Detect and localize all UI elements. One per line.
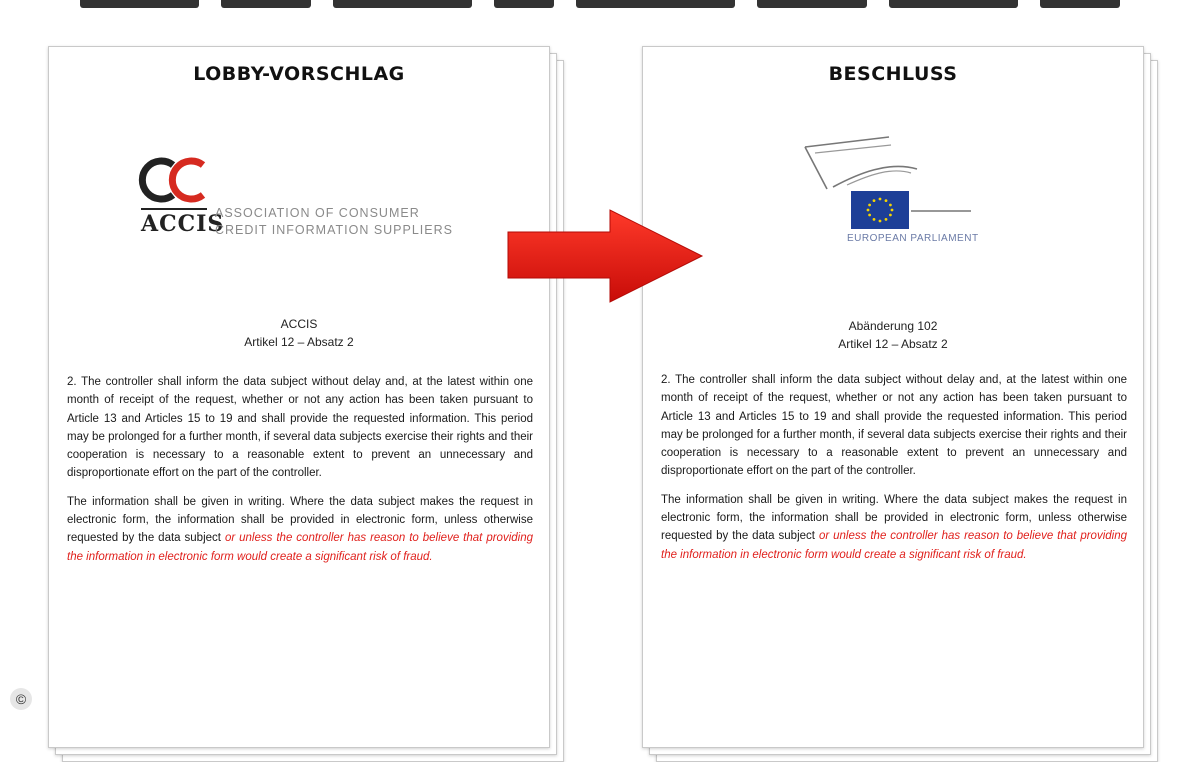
doc-source-lobby: ACCIS [280,317,318,331]
red-arrow-icon [506,208,704,304]
doc-article-lobby: Artikel 12 – Absatz 2 [244,335,354,349]
lobby-proposal-page [48,46,550,748]
highlighted-amendment-text: or unless the controller has reason to believe that providing the information in electronic form would create a significant risk of fraud. [661,530,1127,561]
doc-body-decision [661,371,1127,574]
accis-org-name: ASSOCIATION OF CONSUMER CREDIT INFORMATION SUPPLIERS [215,206,453,237]
paragraph-2: The information shall be given in writing. Where the data subject makes the request in electronic form, the information shall be provided in electronic form, unless otherwise requested by the data subject or unless the controller has reason to believe that providing the information in electronic form would create a significant risk of fraud. [67,495,533,563]
paragraph-1: 2. The controller shall inform the data subject without delay and, at the latest within one month of receipt of the request, whether or not any action has been taken pursuant to Article 13 and Articles 15 to 19 and shall provide the requested information. This period may be prolonged for a further month, if several data subjects exercise their rights and their cooperation is necessary to a reasonable extent to prevent an unnecessary and disproportionate effort on the part of the controller. [67,376,533,480]
paragraph-1: 2. The controller shall inform the data subject without delay and, at the latest within one month of receipt of the request, whether or not any action has been taken pursuant to Article 13 and Articles 15 to 19 and shall provide the requested information. This period may be prolonged for a further month, if several data subjects exercise their rights and their cooperation is necessary to a reasonable extent to prevent an unnecessary and disproportionate effort on the part of the controller. [661,374,1127,478]
doc-title-decision: BESCHLUSS [828,63,958,85]
lobby-proposal-document [48,46,558,746]
doc-body-lobby [67,373,533,576]
doc-title-lobby: LOBBY-VORSCHLAG [193,63,405,85]
decision-document [642,46,1152,746]
accis-logo-letters: ACCIS [141,211,225,237]
doc-article-decision: Artikel 12 – Absatz 2 [838,337,948,351]
doc-source-decision: Abänderung 102 [848,319,938,333]
cropped-heading-strip [80,0,1120,8]
european-parliament-logo [799,133,979,243]
accis-logo-black-c [142,161,173,199]
copyright-icon: © [10,688,32,710]
eu-flag [851,191,909,229]
paragraph-2: The information shall be given in writing. Where the data subject makes the request in electronic form, the information shall be provided in electronic form, unless otherwise requested by the data subject or unless the controller has reason to believe that providing the information in electronic form would create a significant risk of fraud. [661,493,1127,561]
highlighted-amendment-text: or unless the controller has reason to believe that providing the information in electronic form would create a significant risk of fraud. [67,532,533,563]
accis-logo-red-c [172,161,203,199]
decision-page [642,46,1144,748]
european-parliament-caption: EUROPEAN PARLIAMENT [847,233,979,244]
